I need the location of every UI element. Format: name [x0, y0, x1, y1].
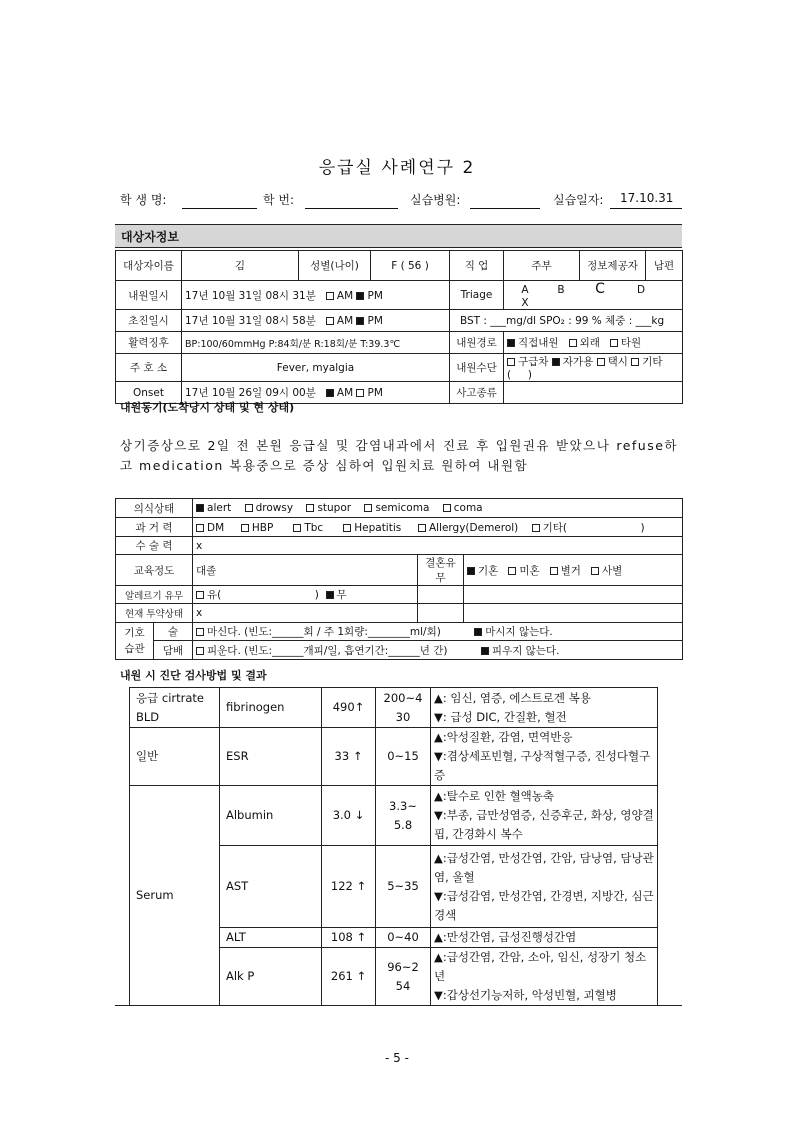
triage-cell [504, 281, 683, 310]
first-am-label: AM [336, 315, 354, 327]
visit-cell [182, 281, 450, 310]
surgery-label: 수 술 력 [116, 537, 193, 555]
lab-group: 일반 [130, 728, 220, 786]
alert-label: alert [207, 502, 232, 514]
dm-label: DM [207, 521, 225, 534]
lab-test: AST [220, 846, 322, 928]
onset-am-label: AM [336, 387, 354, 399]
tbc-label: Tbc [304, 521, 324, 534]
bst-spo2-weight: BST : ___mg/dl SPO₂ : 99 % 체중 : ___kg [450, 310, 683, 332]
patient-info-table [115, 250, 683, 404]
education-value: 대졸 [193, 555, 418, 586]
triage-label: Triage [450, 281, 504, 310]
informant-label: 정보제공자 [580, 251, 646, 281]
hepatitis-label: Hepatitis [354, 521, 402, 534]
hbp-checkbox[interactable] [241, 524, 249, 532]
lab-range: 0~40 [376, 928, 431, 948]
first-exam-cell [182, 310, 450, 332]
single-label: 미혼 [519, 564, 540, 577]
past-history-cell [193, 518, 683, 537]
coma-label: coma [453, 502, 483, 514]
alcohol-no-label: 마시지 않는다. [485, 626, 553, 638]
route-outpatient-label: 외래 [579, 337, 600, 349]
divider [115, 1005, 682, 1006]
page-number: - 5 - [385, 1051, 409, 1065]
accident-label: 사고종류 [450, 382, 504, 404]
allergy-demerol-label: Allergy(Demerol) [428, 521, 519, 534]
allergy-label: 알레르기 유무 [116, 586, 193, 604]
alcohol-cell [193, 623, 683, 641]
lab-test: Albumin [220, 786, 322, 846]
allergy-no-label: 무 [336, 589, 347, 601]
patient-section-header: 대상자정보 [115, 224, 682, 248]
lab-group: 응급 cirtrate BLD [130, 688, 220, 728]
page-title: 응급실 사례연구 2 [318, 158, 476, 178]
transport-other-checkbox[interactable] [631, 358, 639, 366]
empty-cell [418, 604, 464, 623]
allergy-yes-label: 유( [207, 589, 222, 601]
lab-value: 490↑ [322, 688, 376, 728]
lab-results-table [129, 687, 658, 1006]
first-am-checkbox[interactable] [326, 317, 334, 325]
alcohol-no-checkbox[interactable] [474, 628, 482, 636]
past-other-close: ) [640, 521, 645, 534]
transport-car-checkbox[interactable] [552, 358, 560, 366]
sexage-label: 성별(나이) [299, 251, 371, 281]
visit-pm-label: PM [367, 289, 383, 302]
date-field[interactable] [610, 207, 682, 209]
marriage-cell [464, 555, 683, 586]
route-label: 내원경로 [450, 332, 504, 354]
lab-group: Serum [130, 786, 220, 1006]
married-label: 기혼 [478, 564, 499, 577]
alcohol-yes-checkbox[interactable] [196, 628, 204, 636]
alcohol-label: 술 [154, 623, 193, 641]
visit-am-label: AM [336, 289, 354, 302]
consciousness-label: 의식상태 [116, 499, 193, 518]
coma-checkbox[interactable] [443, 504, 451, 512]
onset-am-checkbox[interactable] [326, 389, 334, 397]
stupor-checkbox[interactable] [306, 504, 314, 512]
student-id-label: 학 번: [263, 193, 295, 207]
vital-value: BP:100/60mmHg P:84회/분 R:18회/분 T:39.3℃ [182, 332, 450, 354]
name-value: 김 [182, 251, 299, 281]
separated-label: 별거 [560, 564, 581, 577]
lab-value: 261 ↑ [322, 948, 376, 1006]
date-value: 17.10.31 [620, 191, 674, 205]
alert-checkbox[interactable] [196, 504, 204, 512]
onset-label: Onset [116, 382, 182, 404]
visit-value: 17년 10월 31일 08시 31분 [185, 289, 316, 302]
marriage-label: 결혼유무 [418, 555, 464, 586]
onset-pm-label: PM [367, 387, 383, 399]
lab-heading: 내원 시 진단 검사방법 및 결과 [120, 669, 267, 682]
allergy-yes-checkbox[interactable] [196, 591, 204, 599]
allergy-demerol-checkbox[interactable] [418, 524, 426, 532]
past-other-label: 기타( [542, 521, 568, 534]
habit-label: 기호 습관 [116, 623, 154, 660]
semicoma-label: semicoma [375, 502, 430, 514]
hepatitis-checkbox[interactable] [343, 524, 351, 532]
onset-value: 17년 10월 26일 09시 00분 [185, 387, 316, 399]
lab-value: 3.0 ↓ [322, 786, 376, 846]
transport-car-label: 자가용 [562, 356, 594, 368]
route-cell [504, 332, 683, 354]
lab-note: ▲: 임신, 염증, 에스트로겐 복용 ▼: 급성 DIC, 간질환, 혈전 [431, 688, 658, 728]
transport-label: 내원수단 [450, 354, 504, 382]
hospital-label: 실습병원: [410, 193, 461, 207]
lab-note: ▲:급성간염, 만성간염, 간암, 담낭염, 담낭관염, 울혈 ▼:급성감염, 만성간염, 간경변, 지방간, 심근경색 [431, 846, 658, 928]
route-outpatient-checkbox[interactable] [569, 339, 577, 347]
lab-value: 33 ↑ [322, 728, 376, 786]
lab-range: 96~254 [376, 948, 431, 1006]
lab-note: ▲:탈수로 인한 혈액농축 ▼:부종, 급만성염증, 신증후군, 화상, 영양결핍, 간경화시 복수 [431, 786, 658, 846]
transport-other-label: 기타( [507, 356, 663, 381]
smoke-cell [193, 641, 683, 660]
meds-value: x [193, 604, 418, 623]
cc-value: Fever, myalgia [182, 354, 450, 382]
triage-x[interactable]: X [521, 297, 529, 309]
meds-label: 현재 투약상태 [116, 604, 193, 623]
empty-cell [464, 604, 683, 623]
semicoma-checkbox[interactable] [364, 504, 372, 512]
visit-am-checkbox[interactable] [326, 292, 334, 300]
accident-value[interactable] [504, 382, 683, 404]
name-label: 대상자이름 [116, 251, 182, 281]
motive-narrative: 상기증상으로 2일 전 본원 응급실 및 감염내과에서 진료 후 입원권유 받았으나 refuse하고 medication 복용중으로 증상 심하여 입원치료 원하여 내원함 [120, 438, 678, 473]
consciousness-cell [193, 499, 683, 518]
widowed-checkbox[interactable] [591, 567, 599, 575]
surgery-value: x [193, 537, 683, 555]
table-row [130, 688, 658, 728]
alcohol-text: 마신다. (빈도:______회 / 주 1회량:________ml/회) [207, 626, 441, 638]
smoke-label: 담배 [154, 641, 193, 660]
lab-test: Alk P [220, 948, 322, 1006]
empty-cell [418, 586, 464, 604]
student-name-field[interactable] [182, 207, 257, 209]
drowsy-label: drowsy [255, 502, 294, 514]
drowsy-checkbox[interactable] [245, 504, 253, 512]
route-transfer-checkbox[interactable] [610, 339, 618, 347]
transport-taxi-label: 택시 [607, 356, 628, 368]
informant-value: 남편 [646, 251, 683, 281]
lab-value: 122 ↑ [322, 846, 376, 928]
past-other-checkbox[interactable] [532, 524, 540, 532]
lab-note: ▲:급성간염, 간암, 소아, 임신, 성장기 청소년 ▼:갑상선기능저하, 악성빈혈, 괴혈병 [431, 948, 658, 1006]
visit-pm-checkbox[interactable] [356, 292, 364, 300]
vital-label: 활력징후 [116, 332, 182, 354]
lab-range: 0~15 [376, 728, 431, 786]
route-direct-label: 직접내원 [518, 337, 559, 349]
allergy-no-checkbox[interactable] [326, 591, 334, 599]
visit-label: 내원일시 [116, 281, 182, 310]
education-label: 교육정도 [116, 555, 193, 586]
lab-value: 108 ↑ [322, 928, 376, 948]
hbp-label: HBP [251, 521, 274, 534]
student-name-label: 학 생 명: [120, 193, 167, 207]
past-history-label: 과 거 력 [116, 518, 193, 537]
route-transfer-label: 타원 [620, 337, 642, 349]
separated-checkbox[interactable] [550, 567, 558, 575]
onset-pm-checkbox[interactable] [356, 389, 364, 397]
lab-test: ALT [220, 928, 322, 948]
hospital-field[interactable] [470, 207, 540, 209]
first-pm-label: PM [367, 315, 383, 327]
triage-d[interactable]: D [636, 284, 646, 296]
transport-ambulance-label: 구급차 [518, 356, 549, 368]
table-row [130, 786, 658, 846]
first-pm-checkbox[interactable] [356, 317, 364, 325]
lab-range: 200~430 [376, 688, 431, 728]
widowed-label: 사별 [601, 564, 623, 577]
job-label: 직 업 [450, 251, 504, 281]
triage-b[interactable]: B [557, 284, 565, 296]
married-checkbox[interactable] [467, 567, 475, 575]
allergy-close: ) [314, 589, 319, 601]
transport-cell [504, 354, 683, 382]
history-table [115, 498, 683, 660]
motive-heading: 내원동기(도착당시 상태 및 현 상태) [120, 401, 295, 414]
smoke-yes-checkbox[interactable] [196, 647, 204, 655]
smoke-text: 피운다. (빈도:______개피/일, 흡연기간:______년 간) [207, 644, 448, 657]
lab-range: 3.3~5.8 [376, 786, 431, 846]
table-row [130, 728, 658, 786]
lab-test: fibrinogen [220, 688, 322, 728]
date-label: 실습일자: [553, 193, 604, 207]
first-exam-value: 17년 10월 31일 08시 58분 [185, 315, 316, 327]
transport-other-close: ) [527, 369, 532, 381]
triage-c-selected[interactable]: C [595, 281, 605, 297]
cc-label: 주 호 소 [116, 354, 182, 382]
first-exam-label: 초진일시 [116, 310, 182, 332]
dm-checkbox[interactable] [196, 524, 204, 532]
smoke-no-checkbox[interactable] [481, 647, 489, 655]
sexage-value: F ( 56 ) [371, 251, 450, 281]
tbc-checkbox[interactable] [293, 524, 301, 532]
student-id-field[interactable] [305, 207, 398, 209]
single-checkbox[interactable] [508, 567, 516, 575]
transport-ambulance-checkbox[interactable] [507, 358, 515, 366]
lab-test: ESR [220, 728, 322, 786]
job-value: 주부 [504, 251, 580, 281]
lab-note: ▲:만성간염, 급성진행성간염 [431, 928, 658, 948]
transport-taxi-checkbox[interactable] [597, 358, 605, 366]
empty-cell [464, 586, 683, 604]
route-direct-checkbox[interactable] [507, 339, 515, 347]
smoke-no-label: 피우지 않는다. [491, 644, 560, 657]
allergy-cell [193, 586, 418, 604]
student-info-line [120, 191, 682, 213]
lab-note: ▲:악성질환, 감염, 면역반응 ▼:겸상세포빈혈, 구상적혈구증, 진성다혈구증 [431, 728, 658, 786]
stupor-label: stupor [317, 502, 352, 514]
lab-range: 5~35 [376, 846, 431, 928]
triage-a[interactable]: A [521, 284, 529, 296]
